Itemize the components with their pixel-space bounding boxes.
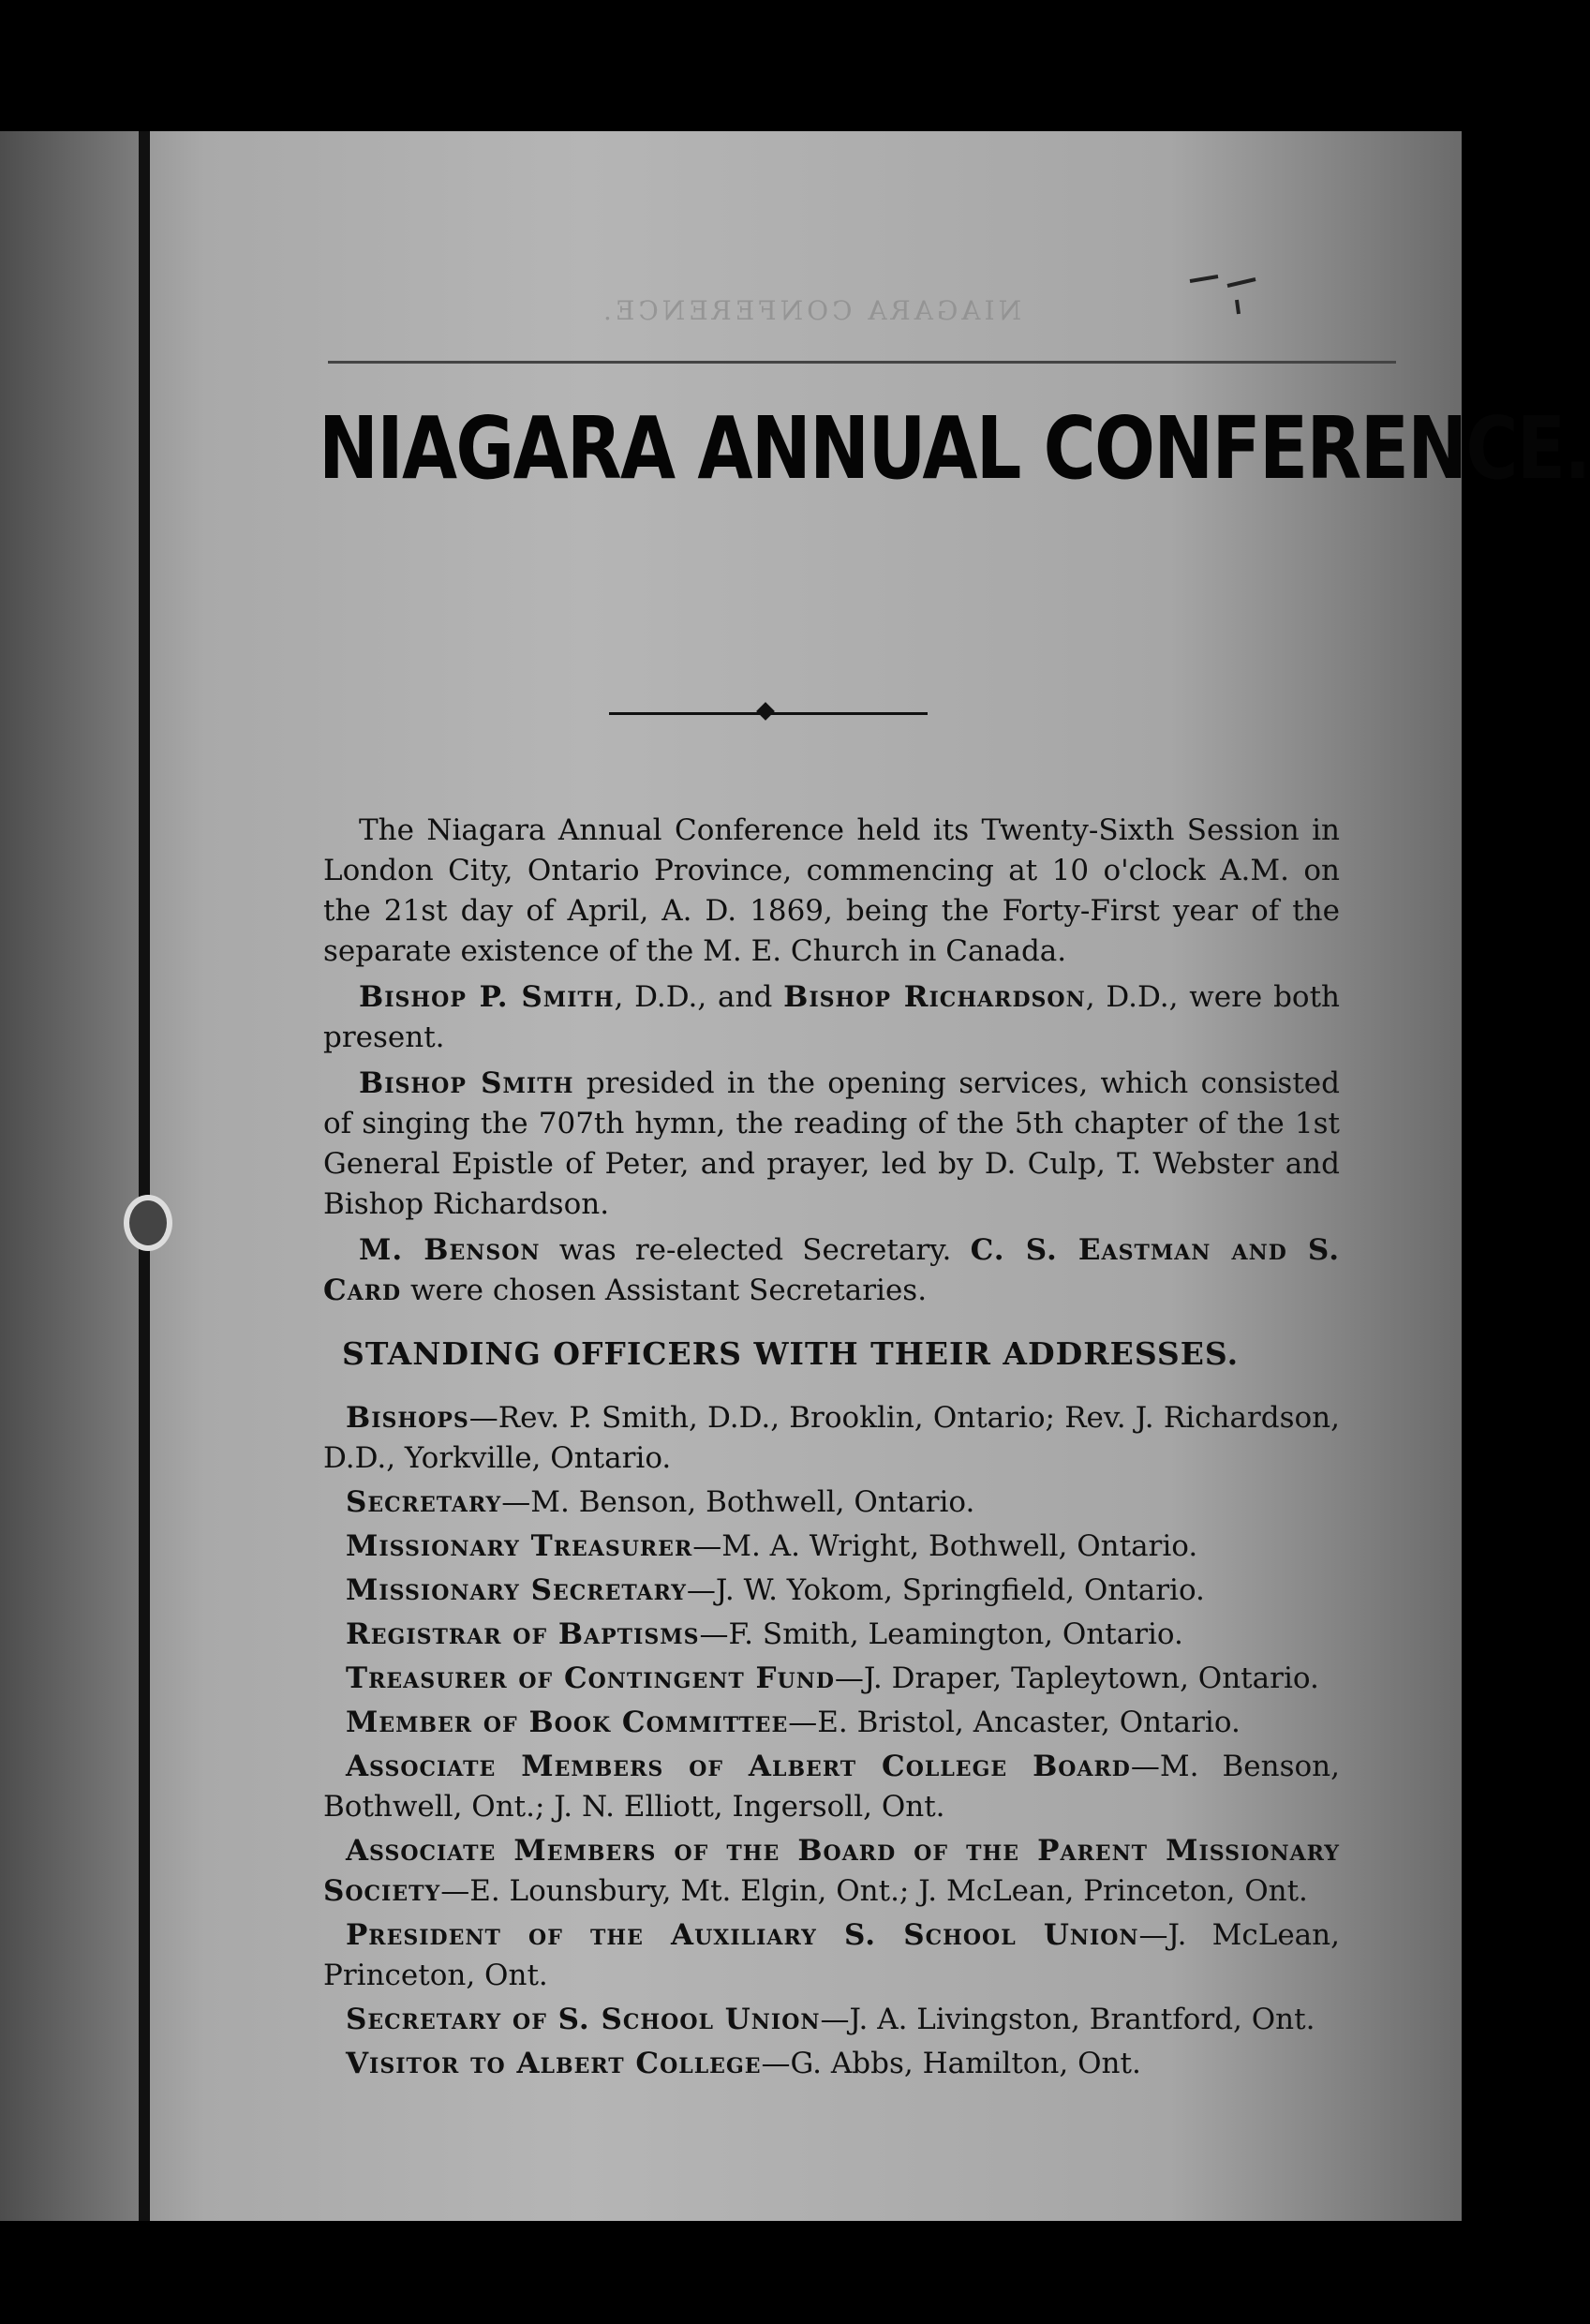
paragraph-bishops-present: [323, 977, 1340, 1058]
officer-text: —J. McLean, Princeton, Ont.: [323, 1918, 1340, 1992]
officer-label: Visitor to Albert College: [346, 2047, 762, 2080]
paragraph-lead: Bishop Smith: [359, 1066, 574, 1100]
officer-entry: [323, 1747, 1340, 1827]
officer-text: —G. Abbs, Hamilton, Ont.: [761, 2047, 1141, 2080]
officer-label: Missionary Treasurer: [346, 1529, 693, 1563]
officer-entry: [323, 1615, 1340, 1655]
paragraph-text: presided in the opening services, which consisted of singing the 707th hymn, the reading of the 5th chapter of the 1st General Epistle of Peter, and prayer, led by D. Culp, T. Webster and Bishop Richardson.: [323, 1066, 1340, 1221]
officer-text: —M. Benson, Bothwell, Ont.; J. N. Elliott, Ingersoll, Ont.: [323, 1750, 1340, 1824]
officer-entry: [323, 1398, 1340, 1479]
section-heading: STANDING OFFICERS WITH THEIR ADDRESSES.: [342, 1335, 1240, 1372]
paragraph-lead-2: Bishop Richardson: [783, 980, 1086, 1014]
officer-text: —J. Draper, Tapleytown, Ontario.: [834, 1661, 1319, 1695]
officer-text: —F. Smith, Leamington, Ontario.: [699, 1617, 1183, 1651]
paragraph-text-2: were chosen Assistant Secretaries.: [401, 1274, 928, 1307]
ornament-diamond-icon: [756, 702, 775, 721]
officer-entry: [323, 1831, 1340, 1912]
paragraph-session: [323, 811, 1340, 972]
officer-label: President of the Auxiliary S. School Union: [346, 1918, 1139, 1952]
officer-entry: [323, 1482, 1340, 1523]
paragraph-text-2: , D.D., were both present.: [323, 980, 1340, 1054]
officer-label: Treasurer of Contingent Fund: [346, 1661, 835, 1695]
officer-entry: [323, 1571, 1340, 1611]
paragraph-lead: M. Benson: [359, 1233, 541, 1267]
officer-text: —Rev. P. Smith, D.D., Brooklin, Ontario; Rev. J. Richardson, D.D., Yorkville, Ontario.: [323, 1401, 1340, 1475]
body-text: [323, 811, 1340, 2088]
paragraph-secretaries: [323, 1230, 1340, 1311]
officer-entry: [323, 1915, 1340, 1996]
officer-label: Associate Members of the Board of the Parent Missionary Society: [323, 1834, 1340, 1908]
binding-fold-line: [139, 131, 150, 2221]
bleed-through-header: NIAGARA CONFERENCE.: [600, 295, 1022, 326]
officer-label: Registrar of Baptisms: [346, 1617, 700, 1651]
facing-page-margin: [0, 131, 139, 2221]
officer-label: Associate Members of Albert College Board: [346, 1750, 1131, 1783]
officer-label: Secretary of S. School Union: [346, 2003, 821, 2036]
paragraph-lead: Bishop P. Smith: [359, 980, 615, 1014]
paragraph-text: The Niagara Annual Conference held its Twenty-Sixth Session in London City, Ontario Province, commencing at 10 o'clock A.M. on the 21st day of April, A. D. 1869, being the Forty-First year of the separate existence of the M. E. Church in Canada.: [323, 813, 1340, 968]
officer-text: —J. A. Livingston, Brantford, Ont.: [820, 2003, 1315, 2036]
officer-entry: [323, 1659, 1340, 1699]
officer-text: —M. Benson, Bothwell, Ontario.: [501, 1485, 975, 1519]
paragraph-opening-services: [323, 1064, 1340, 1225]
scanned-page: [0, 131, 1590, 2221]
page-title: NIAGARA ANNUAL CONFERENCE.: [319, 398, 1590, 499]
officer-entry: [323, 1703, 1340, 1743]
officer-text: —E. Lounsbury, Mt. Elgin, Ont.; J. McLean, Princeton, Ont.: [440, 1874, 1308, 1908]
title-ornament: [609, 712, 928, 715]
officer-text: —J. W. Yokom, Springfield, Ontario.: [686, 1573, 1205, 1607]
officer-entry: [323, 2044, 1340, 2084]
officer-label: Member of Book Committee: [346, 1706, 789, 1739]
paragraph-text: , D.D., and: [614, 980, 784, 1014]
document-page: [150, 131, 1590, 2221]
paragraph-lead-2: C. S. Eastman and S. Card: [323, 1233, 1341, 1307]
officer-text: —M. A. Wright, Bothwell, Ontario.: [692, 1529, 1198, 1563]
header-rule: [328, 361, 1396, 364]
ink-mark-icon: [1181, 262, 1265, 319]
officer-entry: [323, 1527, 1340, 1567]
officer-text: —E. Bristol, Ancaster, Ontario.: [788, 1706, 1241, 1739]
officer-label: Secretary: [346, 1485, 502, 1519]
officer-label: Missionary Secretary: [346, 1573, 687, 1607]
paragraph-text: was re-elected Secretary.: [540, 1233, 971, 1267]
officer-entry: [323, 2000, 1340, 2040]
officer-label: Bishops: [346, 1401, 469, 1435]
